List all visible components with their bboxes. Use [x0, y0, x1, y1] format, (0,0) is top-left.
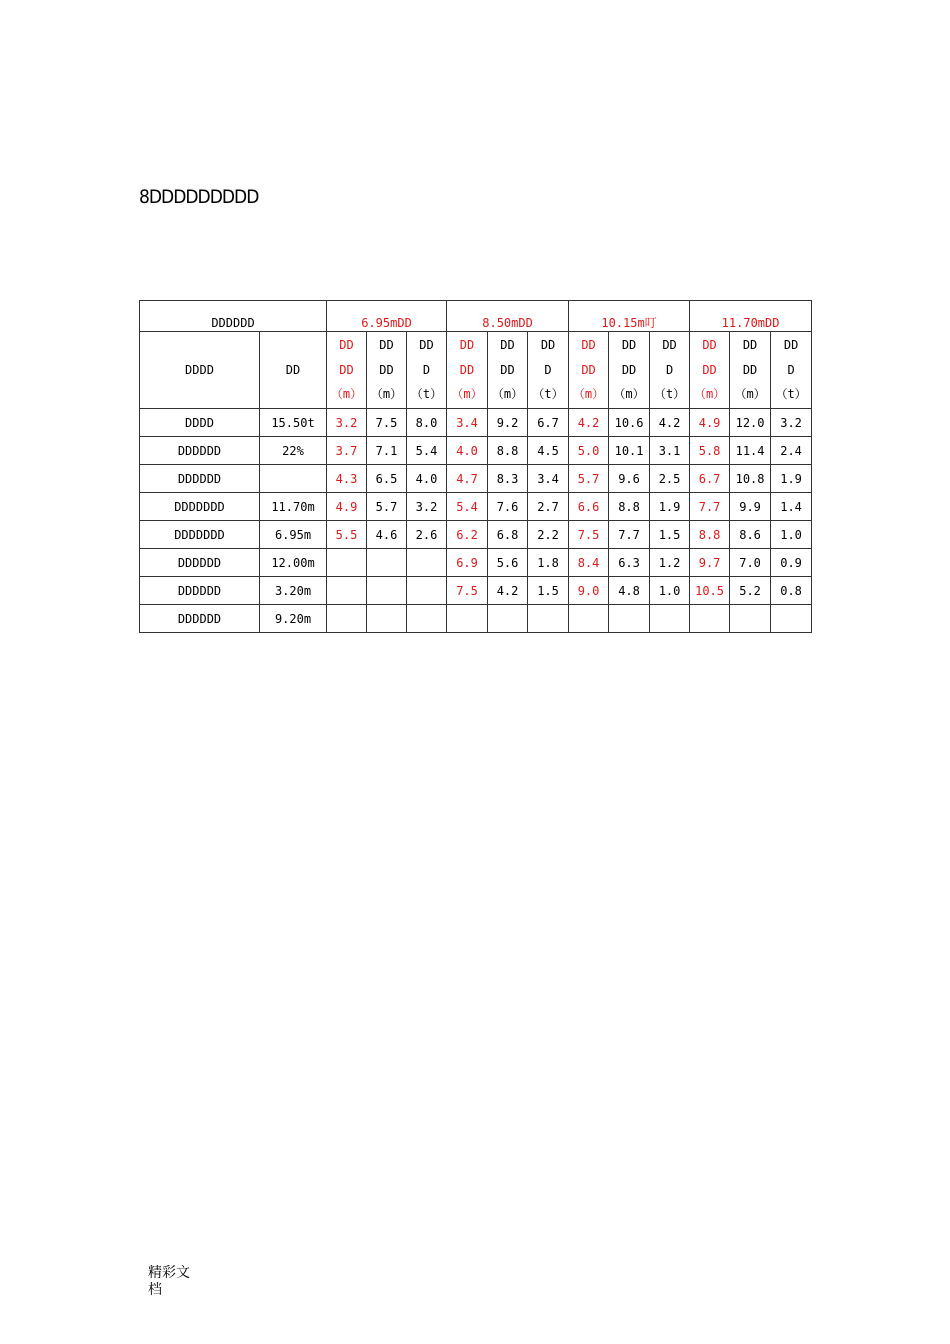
data-cell: 9.0 [569, 577, 609, 605]
sub-header-cell [327, 332, 367, 409]
data-cell: 5.4 [407, 437, 447, 465]
sub-header-cell [407, 332, 447, 409]
data-cell: 4.2 [650, 409, 690, 437]
row-value-cell: 11.70m [260, 493, 327, 521]
sub-header-line: DD [459, 362, 475, 377]
data-cell: 7.5 [367, 409, 407, 437]
row-header-label: DDDD [140, 332, 260, 409]
data-cell: 4.2 [569, 409, 609, 437]
row-value-cell: 9.20m [260, 605, 327, 633]
sub-header-line: （t） [775, 387, 807, 402]
data-cell: 8.8 [609, 493, 650, 521]
data-cell [771, 605, 812, 633]
sub-header-line: （m） [613, 387, 645, 402]
sub-header-row [140, 332, 812, 409]
value-header-label: DD [260, 332, 327, 409]
sub-header-line: DD [742, 362, 758, 377]
sub-header-cell [650, 332, 690, 409]
row-value-cell: 15.50t [260, 409, 327, 437]
sub-header-line: （t） [653, 387, 686, 402]
sub-header-cell [528, 332, 569, 409]
data-cell: 8.4 [569, 549, 609, 577]
data-cell: 5.4 [447, 493, 488, 521]
sub-header-line: （t） [410, 387, 443, 402]
sub-header-line: DD [621, 362, 637, 377]
row-label-cell: DDDDDDD [140, 521, 260, 549]
data-cell: 8.6 [730, 521, 771, 549]
data-cell: 7.7 [609, 521, 650, 549]
data-cell [327, 605, 367, 633]
row-label-cell: DDDDDD [140, 437, 260, 465]
data-cell: 5.2 [730, 577, 771, 605]
sub-header-line: DD [581, 362, 596, 377]
page-title: 8DDDDDDDDD [139, 186, 259, 208]
data-cell: 9.2 [488, 409, 528, 437]
sub-header-cell [367, 332, 407, 409]
data-cell: 4.8 [609, 577, 650, 605]
data-cell: 6.7 [528, 409, 569, 437]
data-cell: 3.7 [327, 437, 367, 465]
row-label-cell: DDDDDD [140, 605, 260, 633]
data-cell: 3.2 [327, 409, 367, 437]
table-row [140, 409, 812, 437]
table-row [140, 605, 812, 633]
data-cell: 4.7 [447, 465, 488, 493]
sub-header-line: （m） [572, 387, 605, 402]
row-value-cell: 3.20m [260, 577, 327, 605]
data-cell: 1.2 [650, 549, 690, 577]
row-value-cell: 6.95m [260, 521, 327, 549]
table-row [140, 437, 812, 465]
data-cell: 4.5 [528, 437, 569, 465]
row-label-cell: DDDDDD [140, 577, 260, 605]
data-cell [327, 577, 367, 605]
data-cell [367, 605, 407, 633]
data-cell: 3.4 [528, 465, 569, 493]
data-cell: 9.7 [690, 549, 730, 577]
sub-header-line: DD [662, 338, 677, 353]
table-row [140, 521, 812, 549]
corner-header-cell: DDDDDD [140, 301, 327, 332]
data-cell: 6.3 [609, 549, 650, 577]
data-cell: 4.0 [447, 437, 488, 465]
row-label-cell: DDDD [140, 409, 260, 437]
data-cell [447, 605, 488, 633]
data-cell: 7.1 [367, 437, 407, 465]
data-cell: 4.6 [367, 521, 407, 549]
data-cell: 3.4 [447, 409, 488, 437]
data-cell: 1.9 [650, 493, 690, 521]
data-cell: 2.2 [528, 521, 569, 549]
data-cell: 6.9 [447, 549, 488, 577]
group-header-cell: 8.50mDD [447, 301, 569, 332]
data-cell: 12.0 [730, 409, 771, 437]
data-cell: 10.5 [690, 577, 730, 605]
table-row [140, 549, 812, 577]
data-cell: 5.6 [488, 549, 528, 577]
data-cell: 1.8 [528, 549, 569, 577]
sub-header-cell [690, 332, 730, 409]
sub-header-line: DD [500, 362, 515, 377]
data-cell: 6.8 [488, 521, 528, 549]
row-label-cell: DDDDDDD [140, 493, 260, 521]
data-cell [650, 605, 690, 633]
sub-header-line: （m） [693, 387, 726, 402]
data-cell: 10.1 [609, 437, 650, 465]
sub-header-line: DD [459, 338, 475, 353]
group-header-cell: 6.95mDD [327, 301, 447, 332]
sub-header-cell [447, 332, 488, 409]
data-cell: 6.2 [447, 521, 488, 549]
data-cell [407, 549, 447, 577]
sub-header-line: （m） [370, 387, 403, 402]
data-cell: 3.2 [407, 493, 447, 521]
data-cell: 8.0 [407, 409, 447, 437]
data-cell: 3.1 [650, 437, 690, 465]
data-cell: 6.5 [367, 465, 407, 493]
data-cell: 4.9 [690, 409, 730, 437]
sub-header-cell [771, 332, 812, 409]
data-cell [730, 605, 771, 633]
table-row [140, 493, 812, 521]
footer-text: 精彩文档 [148, 1265, 190, 1298]
data-cell [690, 605, 730, 633]
data-cell: 5.0 [569, 437, 609, 465]
data-cell [327, 549, 367, 577]
data-cell: 0.9 [771, 549, 812, 577]
row-value-cell: 22% [260, 437, 327, 465]
data-cell [407, 577, 447, 605]
data-cell: 6.6 [569, 493, 609, 521]
sub-header-line: D [787, 362, 795, 377]
data-cell: 7.5 [447, 577, 488, 605]
sub-header-line: DD [339, 362, 354, 377]
sub-header-line: （m） [330, 387, 363, 402]
group-header-row [140, 301, 812, 332]
data-cell: 7.6 [488, 493, 528, 521]
sub-header-line: DD [783, 338, 799, 353]
data-cell [609, 605, 650, 633]
crane-performance-table [139, 300, 812, 633]
row-label-cell: DDDDDD [140, 549, 260, 577]
sub-header-cell [730, 332, 771, 409]
table-row [140, 465, 812, 493]
data-cell [569, 605, 609, 633]
data-cell: 2.7 [528, 493, 569, 521]
row-value-cell [260, 465, 327, 493]
data-cell: 5.7 [367, 493, 407, 521]
sub-header-cell [569, 332, 609, 409]
data-cell: 5.5 [327, 521, 367, 549]
data-cell [367, 549, 407, 577]
sub-header-line: DD [379, 338, 394, 353]
data-cell: 4.9 [327, 493, 367, 521]
data-cell: 0.8 [771, 577, 812, 605]
sub-header-line: DD [419, 338, 434, 353]
sub-header-line: DD [500, 338, 515, 353]
data-cell: 10.6 [609, 409, 650, 437]
data-cell: 8.8 [488, 437, 528, 465]
sub-header-line: DD [379, 362, 394, 377]
sub-header-line: D [544, 362, 552, 377]
data-cell [488, 605, 528, 633]
data-cell: 4.0 [407, 465, 447, 493]
data-cell: 11.4 [730, 437, 771, 465]
data-cell: 1.4 [771, 493, 812, 521]
data-cell: 8.3 [488, 465, 528, 493]
data-cell: 7.5 [569, 521, 609, 549]
data-cell: 7.7 [690, 493, 730, 521]
sub-header-line: （m） [451, 387, 483, 402]
sub-header-cell [488, 332, 528, 409]
data-cell: 5.8 [690, 437, 730, 465]
data-cell [367, 577, 407, 605]
data-cell: 4.2 [488, 577, 528, 605]
data-cell: 4.3 [327, 465, 367, 493]
row-value-cell: 12.00m [260, 549, 327, 577]
group-header-cell: 10.15m叮 [569, 301, 690, 332]
data-cell: 1.0 [771, 521, 812, 549]
sub-header-line: DD [581, 338, 596, 353]
data-cell: 1.0 [650, 577, 690, 605]
sub-header-line: DD [742, 338, 758, 353]
sub-header-line: D [422, 362, 431, 377]
data-cell: 9.9 [730, 493, 771, 521]
sub-header-line: （m） [491, 387, 524, 402]
sub-header-line: DD [702, 362, 717, 377]
sub-header-line: DD [702, 338, 717, 353]
data-cell: 2.6 [407, 521, 447, 549]
sub-header-line: DD [540, 338, 556, 353]
data-cell [528, 605, 569, 633]
data-cell: 10.8 [730, 465, 771, 493]
data-cell: 3.2 [771, 409, 812, 437]
data-cell: 6.7 [690, 465, 730, 493]
table-row [140, 577, 812, 605]
data-cell: 2.4 [771, 437, 812, 465]
data-cell: 2.5 [650, 465, 690, 493]
sub-header-line: DD [621, 338, 637, 353]
data-cell: 7.0 [730, 549, 771, 577]
sub-header-line: （t） [532, 387, 564, 402]
data-cell: 1.5 [528, 577, 569, 605]
data-cell [407, 605, 447, 633]
sub-header-cell [609, 332, 650, 409]
data-cell: 5.7 [569, 465, 609, 493]
data-cell: 8.8 [690, 521, 730, 549]
group-header-cell: 11.70mDD [690, 301, 812, 332]
data-cell: 9.6 [609, 465, 650, 493]
sub-header-line: D [665, 362, 674, 377]
row-label-cell: DDDDDD [140, 465, 260, 493]
sub-header-line: DD [339, 338, 354, 353]
sub-header-line: （m） [734, 387, 766, 402]
data-cell: 1.5 [650, 521, 690, 549]
data-cell: 1.9 [771, 465, 812, 493]
